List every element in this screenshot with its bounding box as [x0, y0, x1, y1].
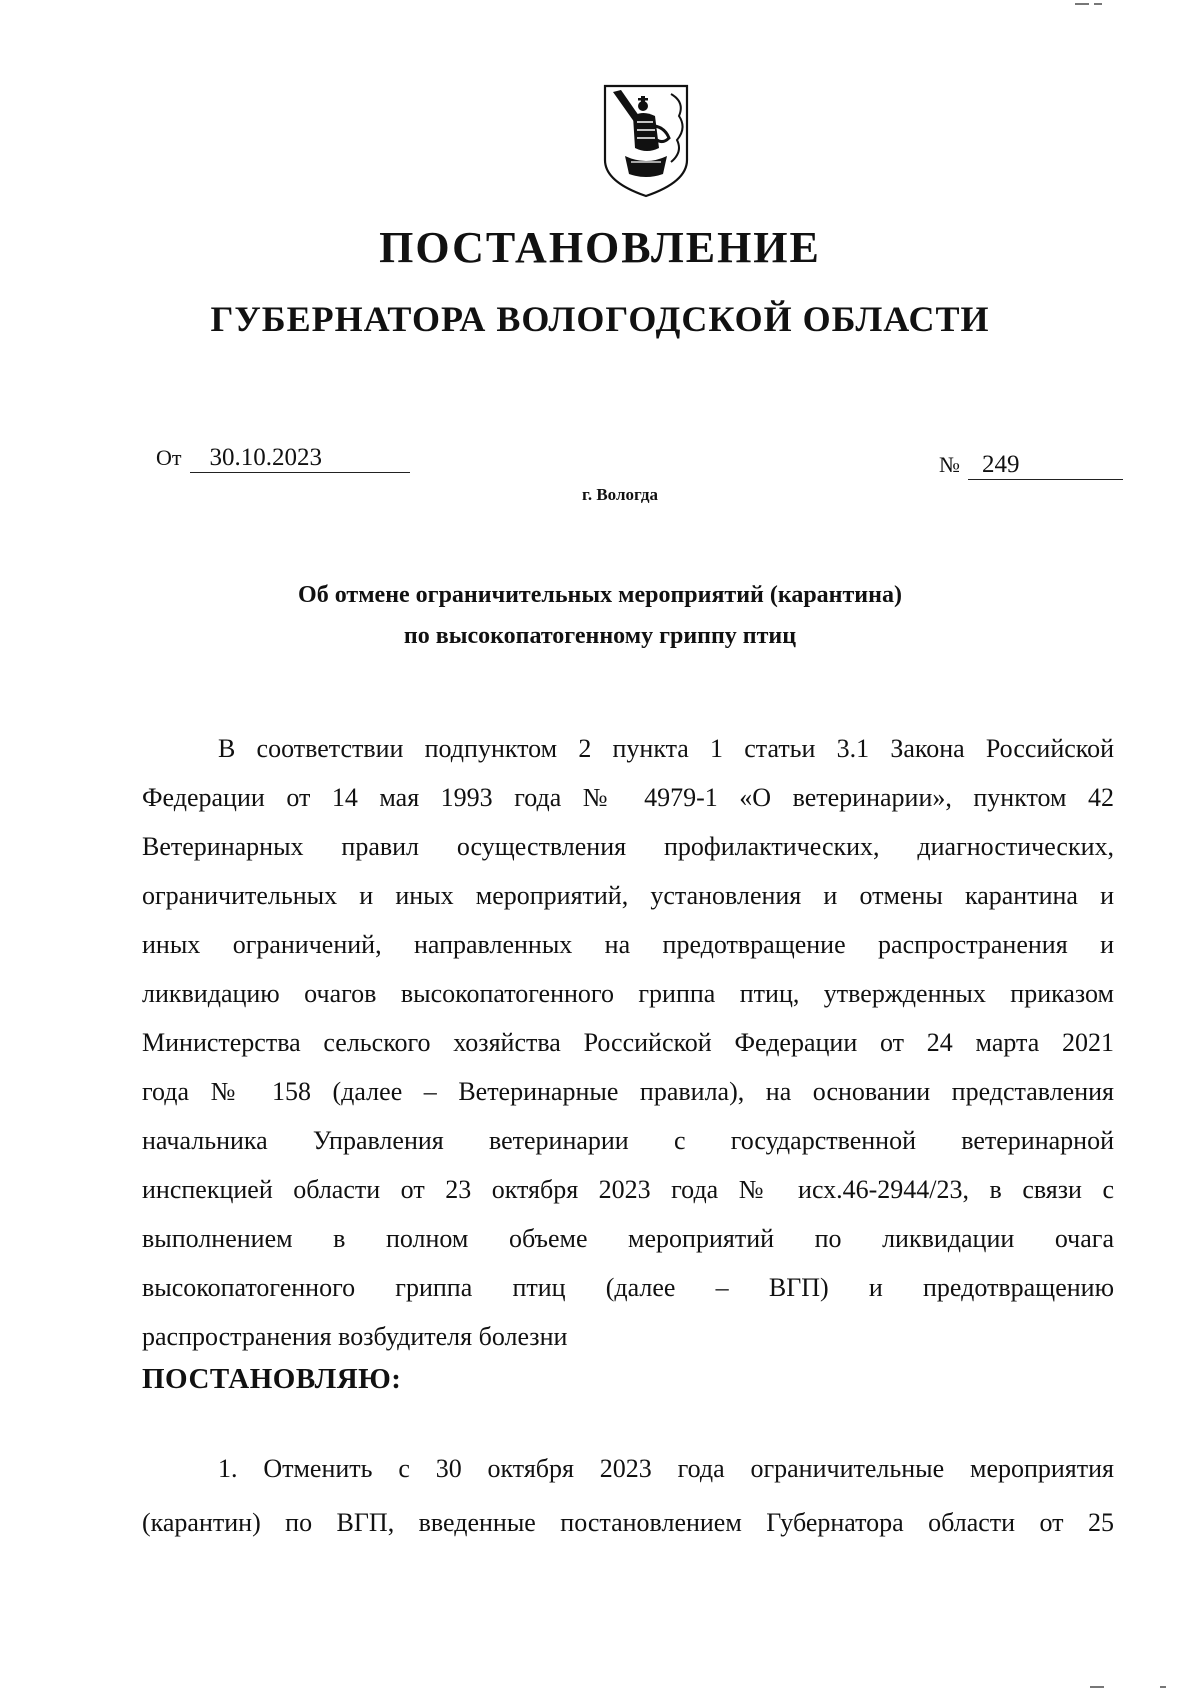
decree-item-1 [142, 1442, 1114, 1550]
scan-artifact [1090, 1686, 1104, 1688]
date-field [156, 444, 410, 473]
coat-of-arms-emblem [601, 82, 691, 200]
scan-artifact [1094, 3, 1102, 5]
paragraph-line: В соответствии подпунктом 2 пункта 1 статьи 3.1 Закона Российской [218, 734, 1114, 763]
scan-artifact [1160, 1686, 1166, 1688]
subject-line: Об отмене ограничительных мероприятий (карантина) [298, 582, 902, 608]
city-name: г. Вологда [582, 485, 658, 504]
paragraph-line: Министерства сельского хозяйства Российской Федерации от 24 марта 2021 [142, 1028, 1114, 1057]
document-title: ПОСТАНОВЛЕНИЕ [379, 223, 821, 272]
paragraph-line: Ветеринарных правил осуществления профилактических, диагностических, [142, 832, 1114, 861]
scan-artifact [1075, 3, 1089, 5]
subject-line: по высокопатогенному гриппу птиц [403, 623, 797, 649]
paragraph-line: Федерации от 14 мая 1993 года № 4979-1 «О ветеринарии», пунктом 42 [142, 783, 1114, 812]
preamble-paragraph [142, 724, 1114, 1361]
number-field [939, 451, 1123, 480]
paragraph-line: инспекцией области от 23 октября 2023 года № исх.46-2944/23, в связи с [142, 1175, 1114, 1204]
paragraph-line: иных ограничений, направленных на предотвращение распространения и [142, 930, 1114, 959]
paragraph-line: выполнением в полном объеме мероприятий по ликвидации очага [142, 1224, 1114, 1253]
paragraph-line: высокопатогенного гриппа птиц (далее – ВГП) и предотвращению [142, 1273, 1114, 1302]
paragraph-line: 1. Отменить с 30 октября 2023 года ограничительные мероприятия [218, 1454, 1114, 1483]
document-subject [0, 575, 1200, 657]
paragraph-line: (карантин) по ВГП, введенные постановлением Губернатора области от 25 [142, 1508, 1114, 1537]
number-label: № [939, 452, 960, 477]
paragraph-line: начальника Управления ветеринарии с государственной ветеринарной [142, 1126, 1114, 1155]
date-value: 30.10.2023 [190, 444, 410, 473]
paragraph-line: распространения возбудителя болезни [142, 1322, 568, 1351]
paragraph-line: ликвидацию очагов высокопатогенного гриппа птиц, утвержденных приказом [142, 979, 1114, 1008]
decree-heading: ПОСТАНОВЛЯЮ: [142, 1363, 402, 1395]
paragraph-line: года № 158 (далее – Ветеринарные правила), на основании представления [142, 1077, 1114, 1106]
date-label: От [156, 445, 182, 470]
issuing-authority: ГУБЕРНАТОРА ВОЛОГОДСКОЙ ОБЛАСТИ [210, 299, 990, 339]
number-value: 249 [968, 451, 1123, 480]
paragraph-line: ограничительных и иных мероприятий, установления и отмены карантина и [142, 881, 1114, 910]
